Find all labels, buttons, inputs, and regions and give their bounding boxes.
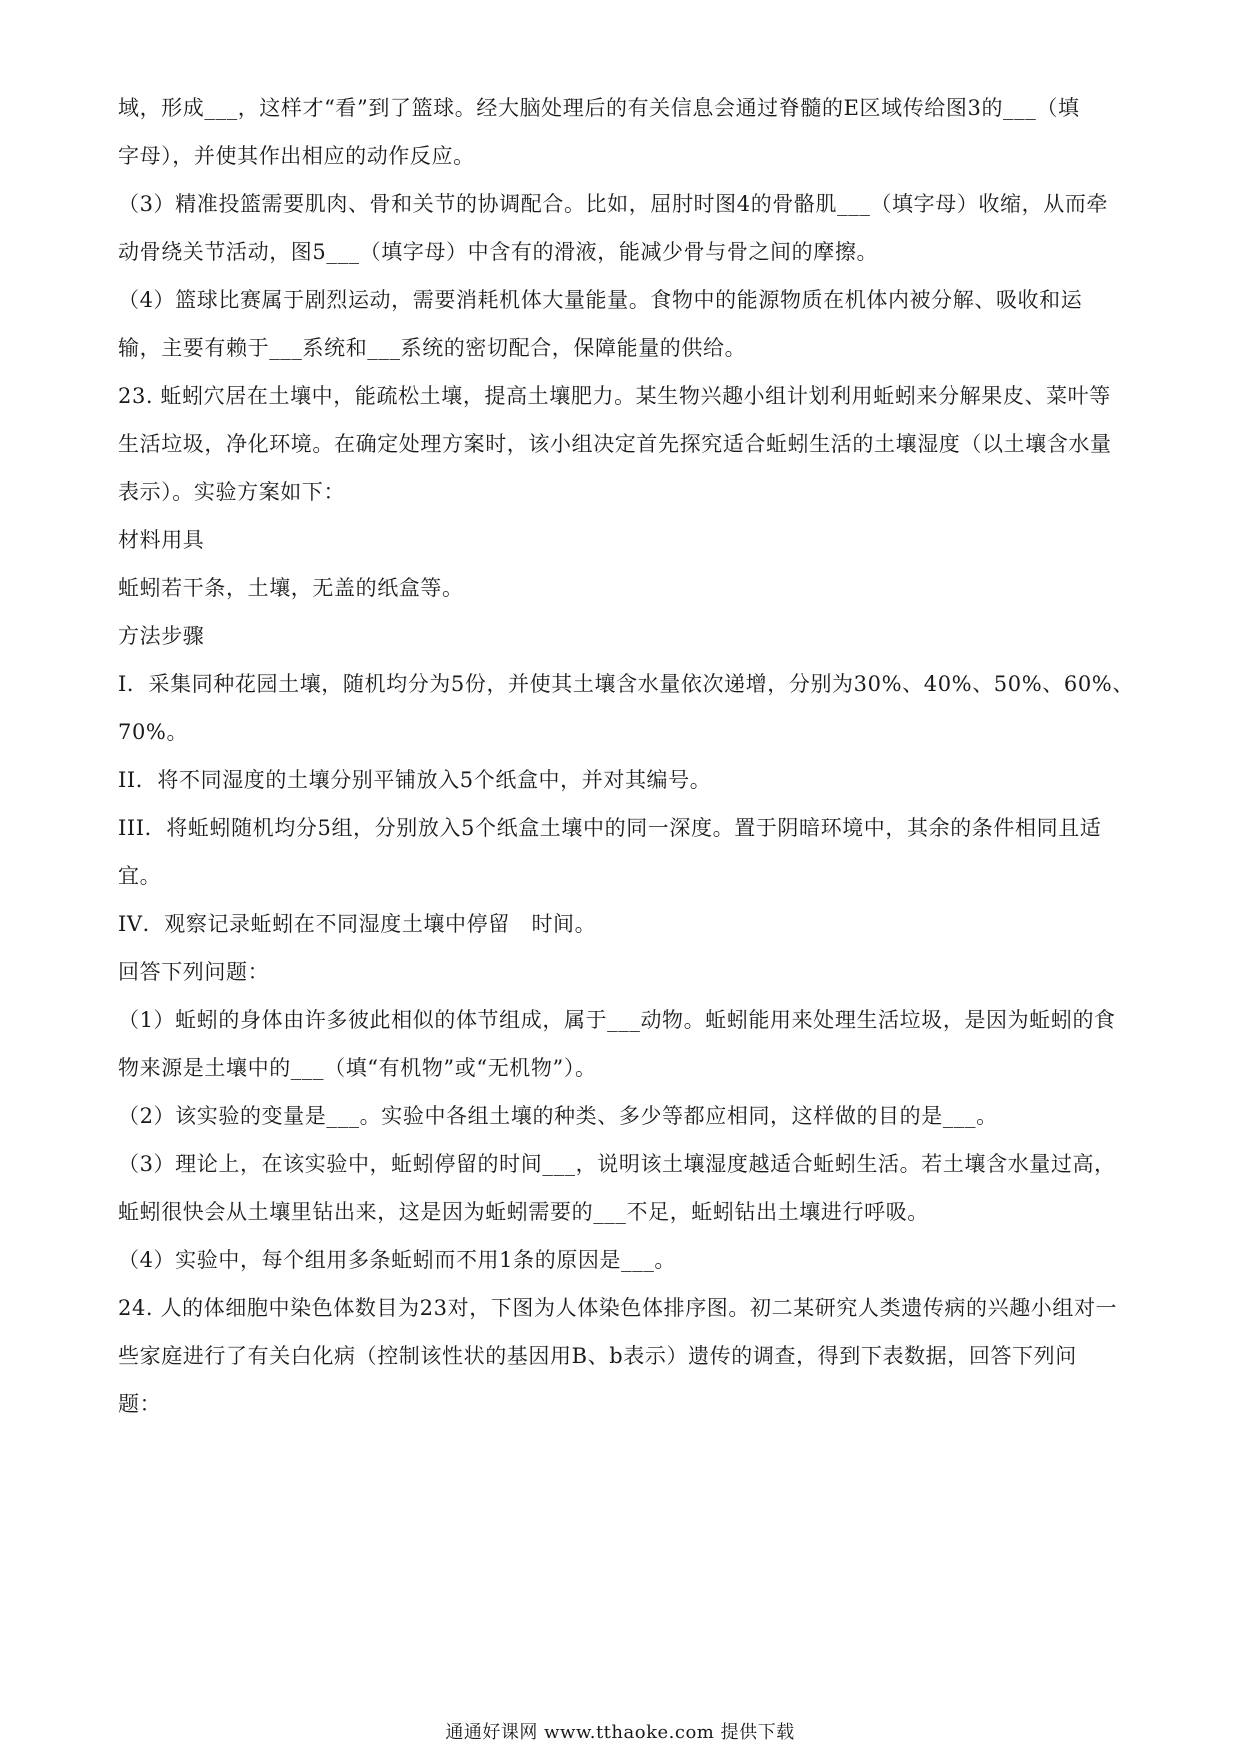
question-23-1-line: （1）蚯蚓的身体由许多彼此相似的体节组成，属于___动物。蚯蚓能用来处理生活垃圾，是因为蚯蚓的食 bbox=[118, 1008, 1116, 1032]
text-line: 域，形成___，这样才“看”到了篮球。经大脑处理后的有关信息会通过脊髓的E区域传给图3的___（填 bbox=[118, 96, 1080, 120]
text-line: 生活垃圾，净化环境。在确定处理方案时，该小组决定首先探究适合蚯蚓生活的土壤湿度（以土壤含水量 bbox=[118, 432, 1112, 456]
text-line: 题： bbox=[118, 1392, 162, 1416]
text-line: 动骨绕关节活动，图5___（填字母）中含有的滑液，能减少骨与骨之间的摩擦。 bbox=[118, 240, 879, 264]
text-line: 物来源是土壤中的___（填“有机物”或“无机物”）。 bbox=[118, 1056, 597, 1080]
page-body bbox=[118, 84, 1134, 1428]
text-line: 输，主要有赖于___系统和___系统的密切配合，保障能量的供给。 bbox=[118, 336, 747, 360]
step-1-line: I．采集同种花园土壤，随机均分为5份，并使其土壤含水量依次递增，分别为30%、40%、50%、60%、 bbox=[118, 672, 1134, 696]
question-23-3-line: （3）理论上，在该实验中，蚯蚓停留的时间___，说明该土壤湿度越适合蚯蚓生活。若土壤含水量过高， bbox=[118, 1152, 1116, 1176]
step-3-line: III．将蚯蚓随机均分5组，分别放入5个纸盒土壤中的同一深度。置于阴暗环境中，其余的条件相同且适 bbox=[118, 816, 1102, 840]
section-heading: 回答下列问题： bbox=[118, 960, 270, 984]
section-heading: 材料用具 bbox=[118, 528, 205, 552]
section-heading: 方法步骤 bbox=[118, 624, 205, 648]
text-line: 蚯蚓若干条，土壤，无盖的纸盒等。 bbox=[118, 576, 464, 600]
text-line: 蚯蚓很快会从土壤里钻出来，这是因为蚯蚓需要的___不足，蚯蚓钻出土壤进行呼吸。 bbox=[118, 1200, 929, 1224]
text-line: 宜。 bbox=[118, 864, 162, 888]
page-footer: 通通好课网 www.tthaoke.com 提供下载 bbox=[445, 1722, 795, 1743]
question-23-2-line: （2）该实验的变量是___。实验中各组土壤的种类、多少等都应相同，这样做的目的是___。 bbox=[118, 1104, 998, 1128]
question-22-4-line: （4）篮球比赛属于剧烈运动，需要消耗机体大量能量。食物中的能源物质在机体内被分解、吸收和运 bbox=[118, 288, 1083, 312]
text-line: 表示）。实验方案如下： bbox=[118, 480, 346, 504]
text-line: 70%。 bbox=[118, 720, 189, 744]
text-line: 字母），并使其作出相应的动作反应。 bbox=[118, 144, 475, 168]
question-23-4-line: （4）实验中，每个组用多条蚯蚓而不用1条的原因是___。 bbox=[118, 1248, 677, 1272]
question-24-line: 24. 人的体细胞中染色体数目为23对，下图为人体染色体排序图。初二某研究人类遗传病的兴趣小组对一 bbox=[118, 1296, 1118, 1320]
question-23-line: 23. 蚯蚓穴居在土壤中，能疏松土壤，提高土壤肥力。某生物兴趣小组计划利用蚯蚓来分解果皮、菜叶等 bbox=[118, 384, 1111, 408]
text-line: 些家庭进行了有关白化病（控制该性状的基因用B、b表示）遗传的调查，得到下表数据，回答下列问 bbox=[118, 1344, 1077, 1368]
question-22-3-line: （3）精准投篮需要肌肉、骨和关节的协调配合。比如，屈肘时图4的骨骼肌___（填字母）收缩，从而牵 bbox=[118, 192, 1109, 216]
step-2-line: II．将不同湿度的土壤分别平铺放入5个纸盒中，并对其编号。 bbox=[118, 768, 712, 792]
step-4-line: IV．观察记录蚯蚓在不同湿度土壤中停留 时间。 bbox=[118, 912, 597, 936]
